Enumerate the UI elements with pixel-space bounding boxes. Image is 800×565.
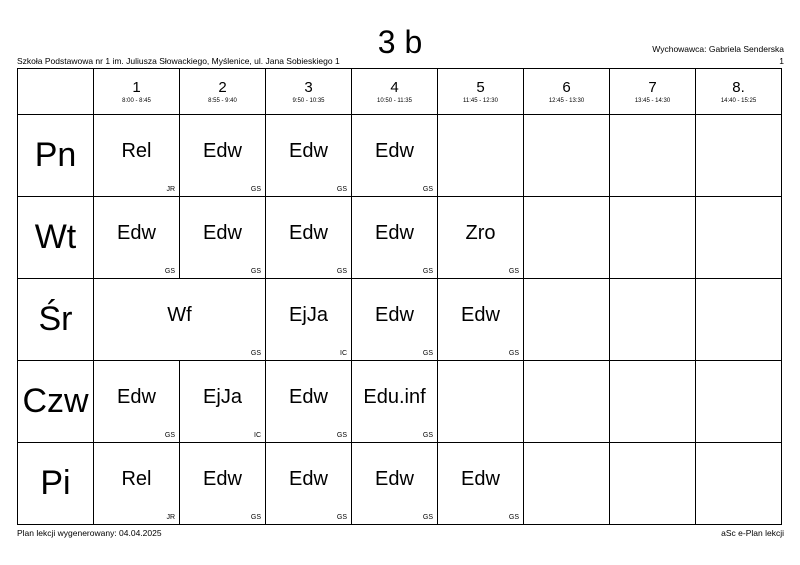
period-time: 13:45 - 14:30	[634, 98, 671, 104]
lesson-teacher: GS	[250, 514, 261, 521]
page-number: 1	[779, 56, 784, 66]
lesson-teacher: GS	[508, 514, 519, 521]
lesson-teacher: GS	[508, 350, 519, 357]
lesson-cell	[266, 443, 352, 525]
day-row	[18, 361, 782, 443]
period-time: 8:55 - 9:40	[208, 98, 237, 104]
lesson-teacher: GS	[250, 186, 261, 193]
period-time: 12:45 - 13:30	[548, 98, 585, 104]
empty-lesson-cell	[696, 197, 782, 279]
period-header	[352, 69, 438, 115]
lesson-cell	[352, 197, 438, 279]
period-number: 6	[562, 79, 571, 96]
period-header	[610, 69, 696, 115]
lesson-subject: Edw	[289, 386, 328, 408]
lesson-teacher: JR	[166, 186, 175, 193]
day-label: Śr	[18, 279, 94, 361]
lesson-subject: Edw	[289, 222, 328, 244]
lesson-teacher: GS	[422, 514, 433, 521]
period-time: 14:40 - 15:25	[720, 98, 757, 104]
lesson-subject: Edw	[375, 222, 414, 244]
day-row	[18, 443, 782, 525]
period-header	[438, 69, 524, 115]
lesson-cell	[266, 197, 352, 279]
empty-lesson-cell	[696, 115, 782, 197]
day-label: Czw	[18, 361, 94, 443]
lesson-cell	[94, 115, 180, 197]
lesson-subject: Edw	[461, 468, 500, 490]
period-time: 10:50 - 11:35	[377, 98, 412, 104]
lesson-subject: Edw	[289, 140, 328, 162]
period-header	[266, 69, 352, 115]
empty-lesson-cell	[610, 279, 696, 361]
lesson-teacher: GS	[250, 268, 261, 275]
lesson-teacher: GS	[164, 268, 175, 275]
lesson-subject: Wf	[167, 304, 192, 326]
day-label: Wt	[18, 197, 94, 279]
day-row	[18, 197, 782, 279]
empty-lesson-cell	[610, 443, 696, 525]
lesson-teacher: GS	[336, 514, 347, 521]
lesson-teacher: GS	[422, 268, 433, 275]
period-time: 8:00 - 8:45	[122, 98, 151, 104]
empty-lesson-cell	[610, 361, 696, 443]
lesson-subject: EjJa	[203, 386, 242, 408]
footer-brand: aSc e-Plan lekcji	[721, 528, 784, 538]
lesson-subject: Edw	[203, 468, 242, 490]
lesson-teacher: GS	[336, 268, 347, 275]
period-number: 3	[304, 79, 313, 96]
lesson-teacher: JR	[166, 514, 175, 521]
lesson-cell	[438, 443, 524, 525]
lesson-teacher: GS	[422, 186, 433, 193]
lesson-cell	[94, 197, 180, 279]
lesson-cell	[352, 361, 438, 443]
empty-lesson-cell	[610, 115, 696, 197]
lesson-cell	[180, 361, 266, 443]
empty-lesson-cell	[696, 361, 782, 443]
lesson-cell	[180, 197, 266, 279]
lesson-cell	[352, 279, 438, 361]
day-label: Pi	[18, 443, 94, 525]
timetable-grid	[17, 68, 782, 525]
empty-lesson-cell	[696, 279, 782, 361]
lesson-teacher: GS	[336, 186, 347, 193]
lesson-teacher: IC	[340, 350, 347, 357]
lesson-subject: Edu.inf	[363, 386, 426, 408]
lesson-cell	[266, 361, 352, 443]
empty-lesson-cell	[524, 197, 610, 279]
lesson-subject: Edw	[375, 468, 414, 490]
lesson-cell-double	[94, 279, 266, 361]
generated-date: Plan lekcji wygenerowany: 04.04.2025	[17, 528, 162, 538]
period-header	[524, 69, 610, 115]
lesson-cell	[352, 115, 438, 197]
lesson-subject: Edw	[289, 468, 328, 490]
lesson-cell	[266, 115, 352, 197]
lesson-subject: Edw	[117, 386, 156, 408]
lesson-subject: Edw	[203, 140, 242, 162]
empty-lesson-cell	[438, 115, 524, 197]
day-label: Pn	[18, 115, 94, 197]
period-header	[94, 69, 180, 115]
lesson-cell	[180, 443, 266, 525]
empty-lesson-cell	[610, 197, 696, 279]
period-number: 1	[132, 79, 141, 96]
lesson-subject: Edw	[203, 222, 242, 244]
period-number: 7	[648, 79, 657, 96]
lesson-cell	[180, 115, 266, 197]
lesson-teacher: GS	[508, 268, 519, 275]
lesson-subject: EjJa	[289, 304, 328, 326]
day-row	[18, 115, 782, 197]
empty-lesson-cell	[696, 443, 782, 525]
homeroom-teacher: Wychowawca: Gabriela Senderska	[652, 44, 784, 54]
period-header	[696, 69, 782, 115]
period-time: 11:45 - 12:30	[463, 98, 498, 104]
lesson-cell	[94, 443, 180, 525]
lesson-cell	[352, 443, 438, 525]
lesson-subject: Edw	[117, 222, 156, 244]
lesson-teacher: GS	[336, 432, 347, 439]
school-name: Szkoła Podstawowa nr 1 im. Juliusza Słowackiego, Myślenice, ul. Jana Sobieskiego 1	[17, 56, 340, 66]
lesson-teacher: IC	[254, 432, 261, 439]
lesson-subject: Rel	[121, 140, 152, 162]
lesson-subject: Zro	[465, 222, 496, 244]
period-header-row	[18, 69, 782, 115]
corner-cell	[18, 69, 94, 115]
lesson-subject: Rel	[121, 468, 152, 490]
period-number: 8.	[732, 79, 745, 96]
lesson-cell	[438, 197, 524, 279]
lesson-teacher: GS	[422, 432, 433, 439]
lesson-subject: Edw	[375, 304, 414, 326]
empty-lesson-cell	[438, 361, 524, 443]
lesson-teacher: GS	[250, 350, 261, 357]
day-row	[18, 279, 782, 361]
period-number: 5	[476, 79, 485, 96]
lesson-teacher: GS	[422, 350, 433, 357]
lesson-subject: Edw	[461, 304, 500, 326]
lesson-subject: Edw	[375, 140, 414, 162]
empty-lesson-cell	[524, 361, 610, 443]
class-title: 3 b	[377, 24, 423, 60]
period-time: 9:50 - 10:35	[292, 98, 325, 104]
period-number: 4	[390, 79, 399, 96]
lesson-cell	[438, 279, 524, 361]
lesson-teacher: GS	[164, 432, 175, 439]
period-number: 2	[218, 79, 227, 96]
empty-lesson-cell	[524, 443, 610, 525]
lesson-cell	[266, 279, 352, 361]
empty-lesson-cell	[524, 279, 610, 361]
lesson-cell	[94, 361, 180, 443]
empty-lesson-cell	[524, 115, 610, 197]
period-header	[180, 69, 266, 115]
